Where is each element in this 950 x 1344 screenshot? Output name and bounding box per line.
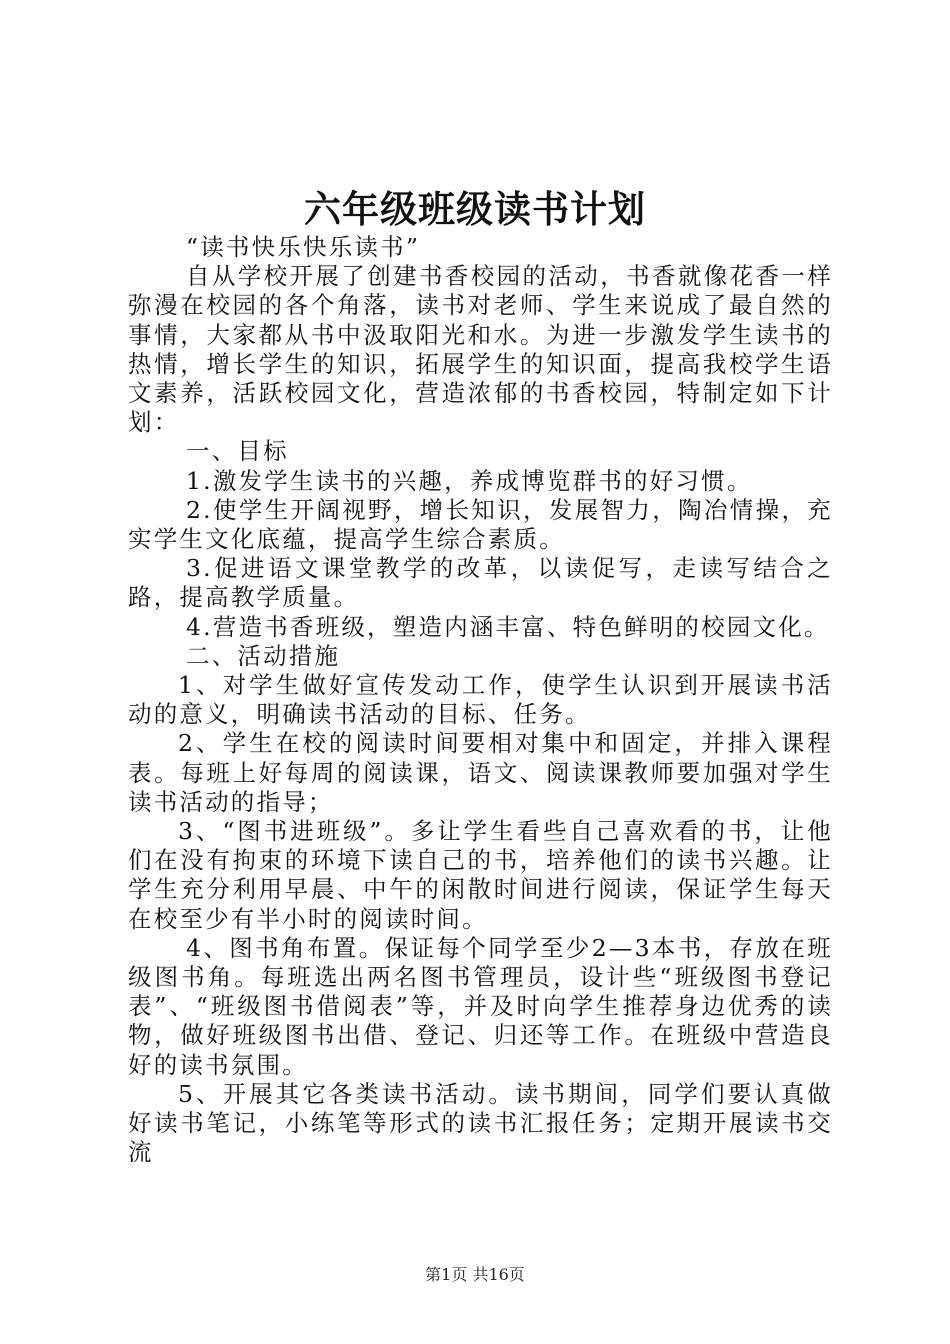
- page-number-footer: 第1页 共16页: [425, 1265, 525, 1284]
- measure-item-3: 3、“图书进班级”。多让学生看些自己喜欢看的书，让他们在没有拘束的环境下读自己的书，培养他们的读书兴趣。让学生充分利用早晨、中午的闲散时间进行阅读，保证学生每天在校至少有半小时的阅读时间。: [128, 817, 833, 933]
- section-heading-measures: 二、活动措施: [186, 641, 341, 670]
- intro-paragraph: 自从学校开展了创建书香校园的活动，书香就像花香一样弥漫在校园的各个角落，读书对老师、学生来说成了最自然的事情，大家都从书中汲取阳光和水。为进一步激发学生读书的热情，增长学生的知识，拓展学生的知识面，提高我校学生语文素养，活跃校园文化，营造浓郁的书香校园，特制定如下计划：: [128, 262, 833, 437]
- goal-item-2: 2.使学生开阔视野，增长知识，发展智力，陶冶情操，充实学生文化底蕴，提高学生综合素质。: [128, 495, 833, 554]
- goal-item-4: 4.营造书香班级，塑造内涵丰富、特色鲜明的校园文化。: [186, 612, 830, 641]
- slogan-paragraph: “读书快乐快乐读书”: [186, 233, 421, 261]
- goal-item-3: 3.促进语文课堂教学的改革，以读促写，走读写结合之路，提高教学质量。: [128, 554, 833, 612]
- document-title: 六年级班级读书计划: [304, 187, 646, 231]
- measure-item-5: 5、开展其它各类读书活动。读书期间，同学们要认真做好读书笔记，小练笔等形式的读书汇报任务；定期开展读书交流: [128, 1079, 833, 1167]
- measure-item-4: 4、图书角布置。保证每个同学至少2—3本书，存放在班级图书角。每班选出两名图书管理员，设计些“班级图书登记表”、“班级图书借阅表”等，并及时向学生推荐身边优秀的读物，做好班级图书出借、登记、归还等工作。在班级中营造良好的读书氛围。: [128, 933, 833, 1079]
- measure-item-1: 1、对学生做好宣传发动工作，使学生认识到开展读书活动的意义，明确读书活动的目标、任务。: [128, 671, 833, 729]
- measure-item-2: 2、学生在校的阅读时间要相对集中和固定，并排入课程表。每班上好每周的阅读课，语文、阅读课教师要加强对学生读书活动的指导；: [128, 729, 833, 816]
- document-body: [128, 233, 833, 1168]
- goal-item-1: 1.激发学生读书的兴趣，养成博览群书的好习惯。: [186, 466, 753, 495]
- section-heading-goals: 一、目标: [186, 437, 289, 466]
